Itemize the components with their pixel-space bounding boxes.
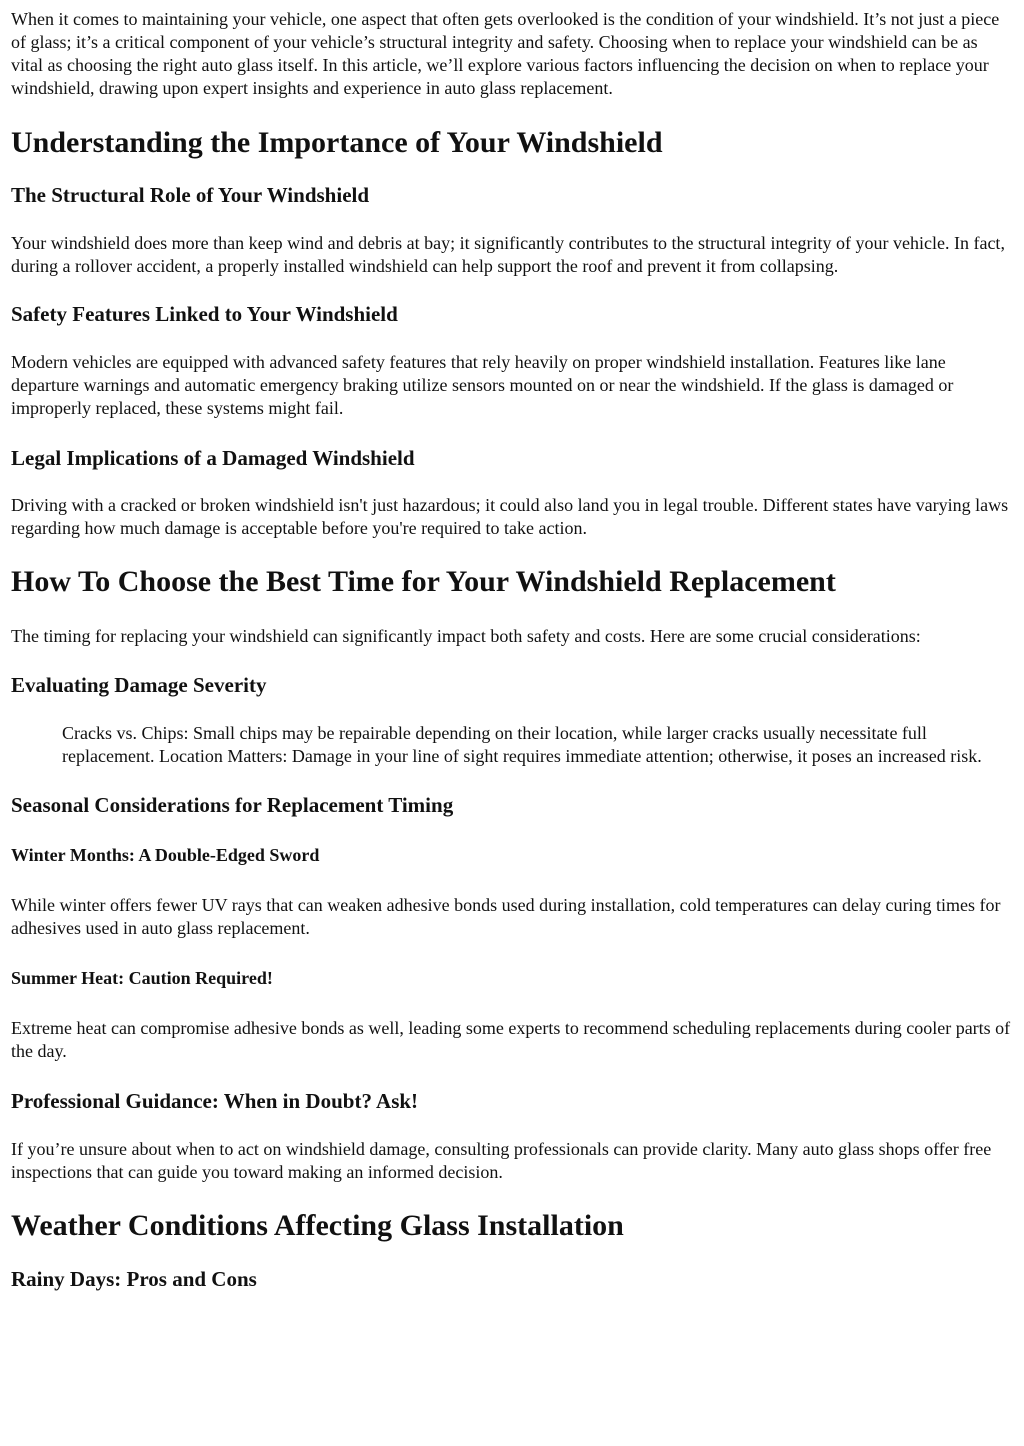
paragraph-best-time: The timing for replacing your windshield can significantly impact both safety and costs. Here are some crucial considerations: — [11, 626, 921, 646]
section-heading-weather-conditions: Weather Conditions Affecting Glass Installation — [11, 1209, 624, 1242]
minor-heading-summer-heat: Summer Heat: Caution Required! — [11, 968, 273, 988]
subheading-damage-severity: Evaluating Damage Severity — [11, 673, 267, 697]
blockquote-damage-severity: Cracks vs. Chips: Small chips may be repairable depending on their location, while larger cracks usually necessitate full replacement. Location Matters: Damage in your line of sight requires immediate attention; otherwise, it poses an increased risk. — [62, 723, 982, 766]
section-heading-best-time: How To Choose the Best Time for Your Windshield Replacement — [11, 565, 836, 598]
paragraph-structural-role: Your windshield does more than keep wind and debris at bay; it significantly contributes to the structural integrity of your vehicle. In fact, during a rollover accident, a properly installed windshield can help support the roof and prevent it from collapsing. — [11, 233, 1005, 276]
paragraph-summer-heat: Extreme heat can compromise adhesive bonds as well, leading some experts to recommend scheduling replacements during cooler parts of the day. — [11, 1018, 1011, 1061]
paragraph-winter-months: While winter offers fewer UV rays that can weaken adhesive bonds used during installation, cold temperatures can delay curing times for adhesives used in auto glass replacement. — [11, 895, 1001, 938]
subheading-seasonal-considerations: Seasonal Considerations for Replacement Timing — [11, 793, 454, 817]
subheading-structural-role: The Structural Role of Your Windshield — [11, 183, 370, 207]
subheading-rainy-days: Rainy Days: Pros and Cons — [11, 1267, 257, 1291]
paragraph-professional-guidance: If you’re unsure about when to act on windshield damage, consulting professionals can provide clarity. Many auto glass shops offer free inspections that can guide you toward making an informed decision. — [11, 1139, 992, 1182]
section-heading-importance: Understanding the Importance of Your Windshield — [11, 126, 663, 159]
paragraph-legal-implications: Driving with a cracked or broken windshield isn't just hazardous; it could also land you in legal trouble. Different states have varying laws regarding how much damage is acceptable before you're required to take action. — [11, 495, 1009, 538]
minor-heading-winter-months: Winter Months: A Double-Edged Sword — [11, 845, 320, 865]
subheading-safety-features: Safety Features Linked to Your Windshield — [11, 302, 398, 326]
subheading-professional-guidance: Professional Guidance: When in Doubt? Ask! — [11, 1089, 419, 1113]
subheading-legal-implications: Legal Implications of a Damaged Windshield — [11, 446, 415, 470]
paragraph-safety-features: Modern vehicles are equipped with advanced safety features that rely heavily on proper windshield installation. Features like lane departure warnings and automatic emergency braking utilize sensors mounted on or near the windshield. If the glass is damaged or improperly replaced, these systems might fail. — [11, 352, 954, 418]
intro-paragraph: When it comes to maintaining your vehicle, one aspect that often gets overlooked is the condition of your windshield. It’s not just a piece of glass; it’s a critical component of your vehicle’s structural integrity and safety. Choosing when to replace your windshield can be as vital as choosing the right auto glass itself. In this article, we’ll explore various factors influencing the decision on when to replace your windshield, drawing upon expert insights and experience in auto glass replacement. — [11, 9, 1000, 98]
